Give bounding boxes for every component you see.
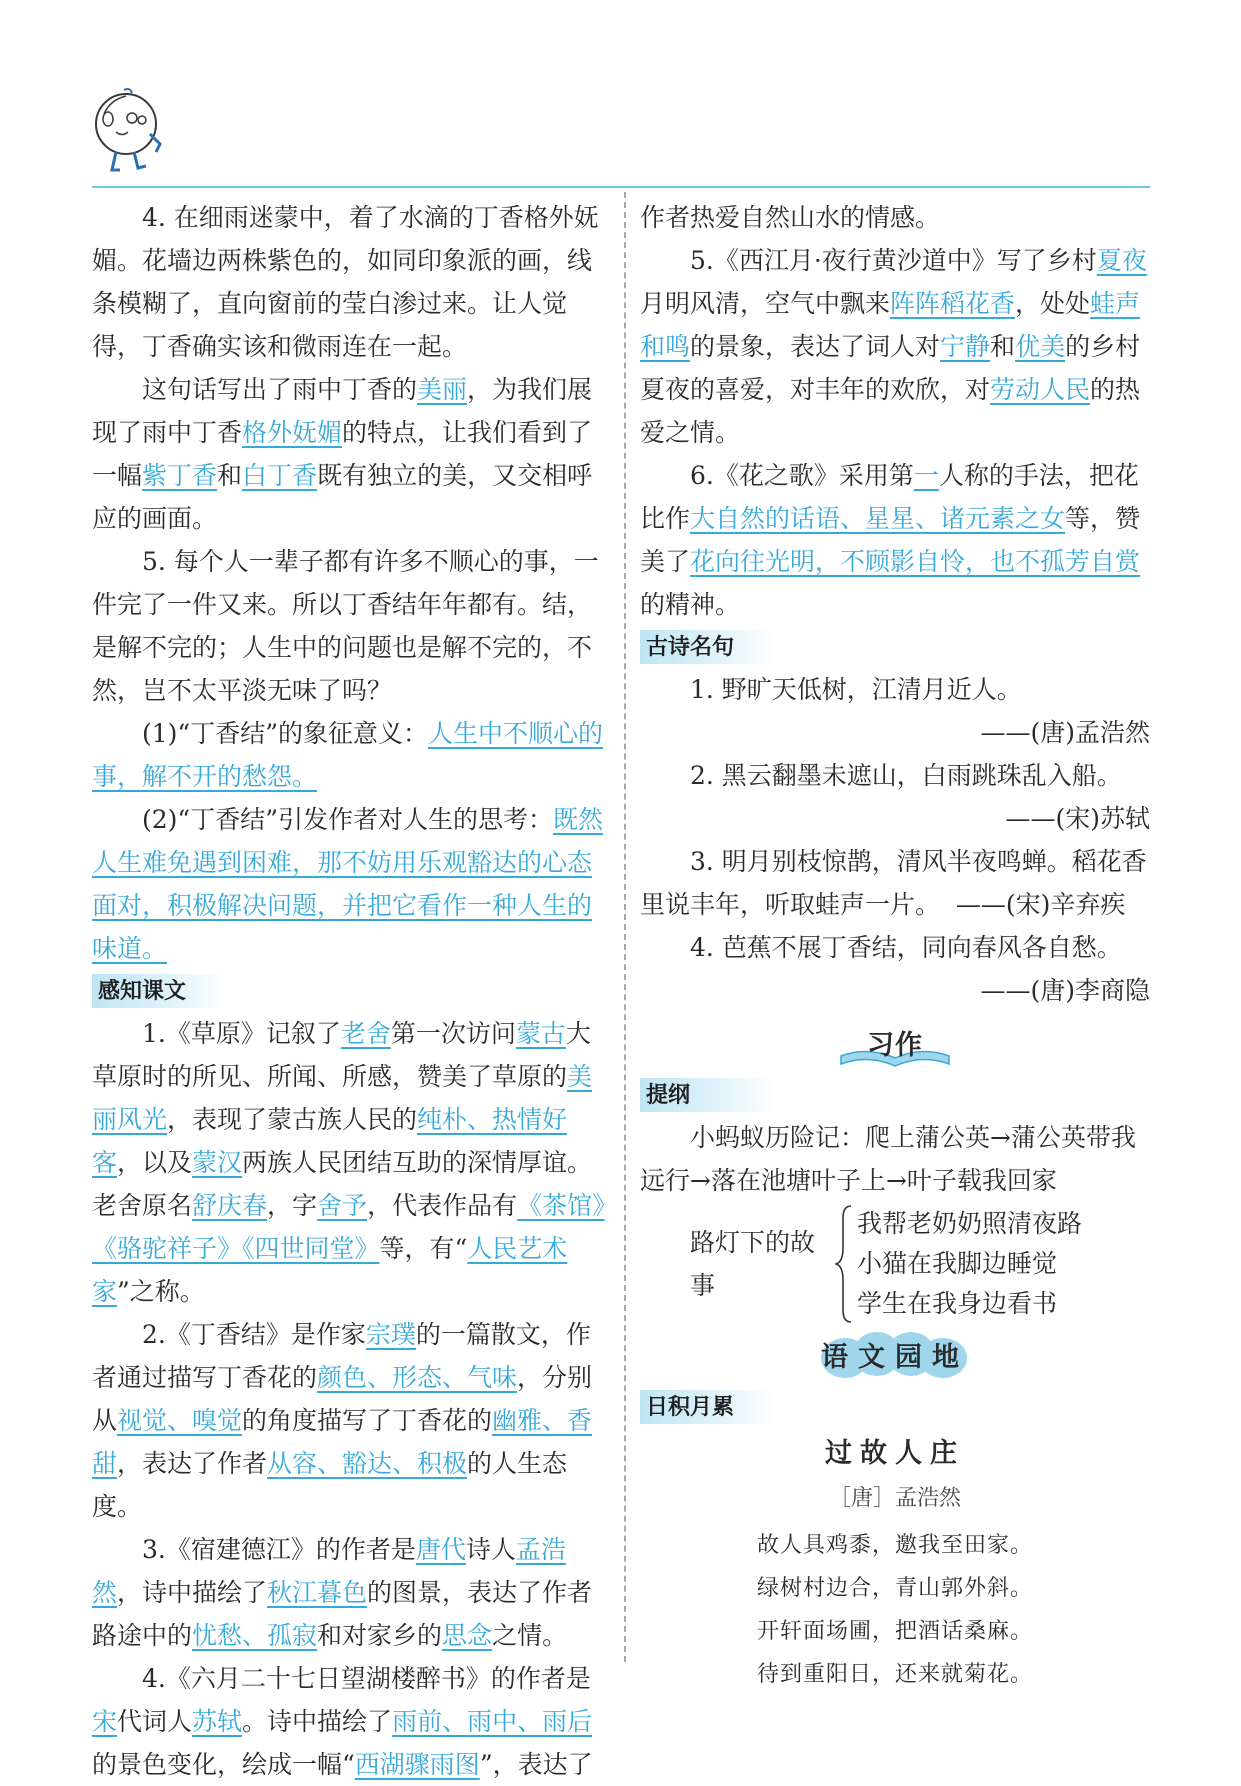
poem-line: 故人具鸡黍，邀我至田家。 [756,1533,1033,1558]
ganzhi-item-5: 5.《西江月·夜行黄沙道中》写了乡村夏夜月明风清，空气中飘来阵阵稻花香，处处蛙声和鸣的景象，表达了词人对宁静和优美的乡村夏夜的喜爱，对丰年的欢欣，对劳动人民的热爱之情。 [640,246,1147,447]
story-items [857,1204,1082,1324]
ganzhi-item-1: 1.《草原》记叙了老舍第一次访问蒙古大草原时的所见、所闻、所感，赞美了草原的美丽风光，表现了蒙古族人民的纯朴、热情好客，以及蒙汉两族人民团结互助的深情厚谊。老舍原名舒庆春，字舍予，代表作品有《茶馆》《骆驼祥子》《四世同堂》等，有“人民艺术家”之称。 [92,1019,605,1306]
poem-quote-2: 2. 黑云翻墨未遮山，白雨跳珠乱入船。 [690,761,1122,790]
section-header-ganzhi: 感知课文 [92,974,228,1008]
banner-xizuo [640,1016,1150,1074]
outline-text: 小蚂蚁历险记：爬上蒲公英→蒲公英带我远行→落在池塘叶子上→叶子载我回家 [640,1123,1136,1195]
poem-quote-4: 4. 芭蕉不展丁香结，同向春风各自愁。 [690,933,1122,962]
poem-quote-1: 1. 野旷天低树，江清月近人。 [690,675,1022,704]
ganzhi-item-3: 3.《宿建德江》的作者是唐代诗人孟浩然，诗中描绘了秋江暮色的图景，表达了作者路途中的忧愁、孤寂和对家乡的思念之情。 [92,1535,593,1650]
q4-answer: 这句话写出了雨中丁香的美丽，为我们展现了雨中丁香格外妩媚的特点，让我们看到了一幅紫丁香和白丁香既有独立的美，又交相呼应的画面。 [92,375,593,533]
banner-yuwen-title: 语文园地 [821,1341,969,1373]
section-header-riji: 日积月累 [640,1390,776,1424]
right-column [640,196,1150,1696]
ganzhi-item-6: 6.《花之歌》采用第一人称的手法，把花比作大自然的话语、星星、诸元素之女等，赞美了花向往光明，不顾影自怜，也不孤芳自赏的精神。 [640,461,1141,619]
poem-quote-2-attribution: ——(宋)苏轼 [1005,804,1150,833]
left-column [92,196,610,1786]
story-outline [640,1204,1150,1324]
moon-mascot-logo [86,86,178,178]
q4-body: 4. 在细雨迷蒙中，着了水滴的丁香格外妩媚。花墙边两株紫色的，如同印象派的画，线条模糊了，直向窗前的莹白渗过来。让人觉得，丁香确实该和微雨连在一起。 [92,203,599,361]
story-item: 小猫在我脚边睡觉 [857,1249,1058,1278]
q5-part2: (2)“丁香结”引发作者对人生的思考：既然人生难免遇到困难，那不妨用乐观豁达的心态面对，积极解决问题，并把它看作一种人生的味道。 [92,805,603,963]
poem-line: 待到重阳日，还来就菊花。 [756,1662,1033,1687]
poem-quote-3: 3. 明月别枝惊鹊，清风半夜鸣蝉。稻花香里说丰年，听取蛙声一片。 ——(宋)辛弃疾 [640,847,1147,919]
ganzhi-item-4: 4.《六月二十七日望湖楼醉书》的作者是宋代词人苏轼。诗中描绘了雨前、雨中、雨后的景色变化，绘成一幅“西湖骤雨图”，表达了 [92,1664,593,1779]
poem-title: 过故人庄 [825,1438,965,1469]
banner-xizuo-title: 习作 [867,1029,923,1061]
banner-yuwen [640,1328,1150,1386]
section-header-gushi: 古诗名句 [640,630,776,664]
poem-quote-1-attribution: ——(唐)孟浩然 [980,718,1150,747]
poem-quote-3-attribution: ——(宋)辛弃疾 [955,890,1126,919]
story-label: 路灯下的故事 [690,1228,816,1300]
column-divider [624,192,626,1662]
classical-poem [640,1432,1150,1696]
header-rule [92,186,1150,188]
story-item: 学生在我身边看书 [857,1289,1058,1318]
story-item: 我帮老奶奶照清夜路 [857,1209,1083,1238]
ganzhi-item-2: 2.《丁香结》是作家宗璞的一篇散文，作者通过描写丁香花的颜色、形态、气味，分别从视觉、嗅觉的角度描写了丁香花的幽雅、香甜，表达了作者从容、豁达、积极的人生态度。 [92,1320,593,1521]
poem-line: 开轩面场圃，把酒话桑麻。 [756,1619,1033,1644]
section-header-tigang: 提纲 [640,1078,776,1112]
brace-icon [835,1204,853,1324]
poem-author: ［唐］孟浩然 [828,1486,961,1511]
poem-line: 绿树村边合，青山郭外斜。 [756,1576,1033,1601]
poem-quote-4-attribution: ——(唐)李商隐 [980,976,1150,1005]
continued-text: 作者热爱自然山水的情感。 [640,203,941,232]
q5-body: 5. 每个人一辈子都有许多不顺心的事，一件完了一件又来。所以丁香结年年都有。结，是解不完的；人生中的问题也是解不完的，不然，岂不太平淡无味了吗？ [92,547,599,705]
q5-part1: (1)“丁香结”的象征意义：人生中不顺心的事，解不开的愁怨。 [92,719,603,791]
